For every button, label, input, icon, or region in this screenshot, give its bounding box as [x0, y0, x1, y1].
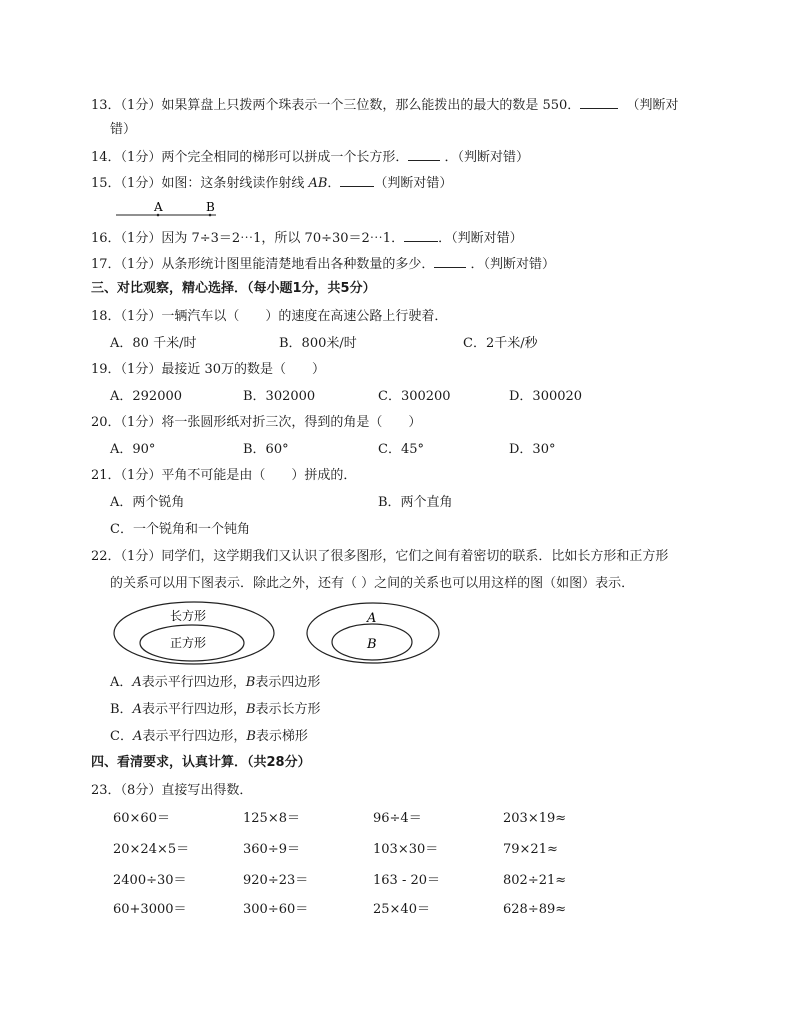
question-15: 15．（1分）如图：这条射线读作射线 AB． （判断对错） — [91, 173, 452, 193]
question-13-cont: 错） — [110, 122, 137, 137]
option-c[interactable]: C．300200 — [378, 389, 451, 404]
answer-blank[interactable] — [340, 173, 374, 187]
calc-item: 920÷23＝ — [243, 873, 309, 888]
calc-item: 79×21≈ — [503, 842, 558, 857]
question-20: 20．（1分）将一张圆形纸对折三次，得到的角是（ ） — [91, 415, 422, 430]
option-c[interactable]: C．2千米/秒 — [463, 336, 538, 351]
calc-item: 300÷60＝ — [243, 902, 309, 917]
ray-dot-a — [157, 214, 160, 217]
calc-item: 2400÷30＝ — [113, 873, 187, 888]
calc-item: 60×60＝ — [113, 811, 170, 826]
ray-dot-b — [209, 214, 212, 217]
calc-item: 203×19≈ — [503, 811, 567, 826]
option-a[interactable]: A．80 千米/时 — [110, 336, 197, 351]
ray-figure — [112, 198, 222, 220]
option-d[interactable]: D．300020 — [509, 389, 583, 404]
option-b[interactable]: B．302000 — [243, 389, 316, 404]
question-16: 16．（1分）因为 7÷3＝2⋯1，所以 70÷30＝2⋯1． ．（判断对错） — [91, 228, 523, 248]
question-23: 23．（8分）直接写出得数． — [91, 783, 253, 798]
option-a[interactable]: A．A表示平行四边形，B表示四边形 — [110, 675, 321, 690]
calc-item: 103×30＝ — [373, 842, 439, 857]
option-b[interactable]: B．两个直角 — [378, 495, 453, 510]
calc-item: 25×40＝ — [373, 902, 430, 917]
option-d[interactable]: D．30° — [509, 442, 556, 457]
question-13: 13．（1分）如果算盘上只拨两个珠表示一个三位数，那么能拨出的最大的数是 550． （判断对 — [91, 95, 679, 115]
option-a[interactable]: A．两个锐角 — [110, 495, 185, 510]
answer-blank[interactable] — [580, 95, 618, 109]
question-17: 17．（1分）从条形统计图里能清楚地看出各种数量的多少． ．（判断对错） — [91, 254, 555, 274]
venn-figures — [112, 600, 452, 668]
label-a: A — [367, 611, 377, 626]
ray-point-a: A — [154, 200, 163, 214]
ray-point-b: B — [206, 200, 215, 214]
calc-item: 60+3000＝ — [113, 902, 187, 917]
option-b[interactable]: B．A表示平行四边形，B表示长方形 — [110, 702, 321, 717]
answer-blank[interactable] — [434, 254, 466, 268]
section-3-heading: 三、对比观察，精心选择．（每小题1分，共5分） — [91, 281, 376, 296]
option-a[interactable]: A．90° — [110, 442, 156, 457]
calc-item: 163 - 20＝ — [373, 873, 441, 888]
label-square: 正方形 — [170, 636, 207, 650]
calc-item: 802÷21≈ — [503, 873, 567, 888]
question-22: 22．（1分）同学们，这学期我们又认识了很多图形，它们之间有着密切的联系．比如长方形和正方形 — [91, 549, 669, 564]
answer-blank[interactable] — [408, 147, 440, 161]
question-18: 18．（1分）一辆汽车以（ ）的速度在高速公路上行驶着． — [91, 309, 448, 324]
label-rectangle: 长方形 — [170, 609, 207, 623]
option-b[interactable]: B．800米/时 — [279, 336, 357, 351]
calc-item: 628÷89≈ — [503, 902, 567, 917]
question-19: 19．（1分）最接近 30万的数是（ ） — [91, 362, 325, 377]
section-4-heading: 四、看清要求，认真计算．（共28分） — [91, 755, 311, 770]
option-c[interactable]: C．45° — [378, 442, 424, 457]
question-14: 14．（1分）两个完全相同的梯形可以拼成一个长方形． ．（判断对错） — [91, 147, 529, 167]
question-21: 21．（1分）平角不可能是由（ ）拼成的． — [91, 468, 357, 483]
option-c[interactable]: C．A表示平行四边形，B表示梯形 — [110, 729, 308, 744]
option-a[interactable]: A．292000 — [110, 389, 183, 404]
calc-item: 125×8＝ — [243, 811, 300, 826]
calc-item: 20×24×5＝ — [113, 842, 190, 857]
label-b: B — [367, 637, 377, 652]
calc-item: 96÷4＝ — [373, 811, 422, 826]
question-22-cont: 的关系可以用下图表示．除此之外，还有（ ）之间的关系也可以用这样的图（如图）表示． — [110, 576, 635, 591]
option-c[interactable]: C．一个锐角和一个钝角 — [110, 522, 250, 537]
calc-item: 360÷9＝ — [243, 842, 300, 857]
answer-blank[interactable] — [404, 228, 438, 242]
option-b[interactable]: B．60° — [243, 442, 289, 457]
